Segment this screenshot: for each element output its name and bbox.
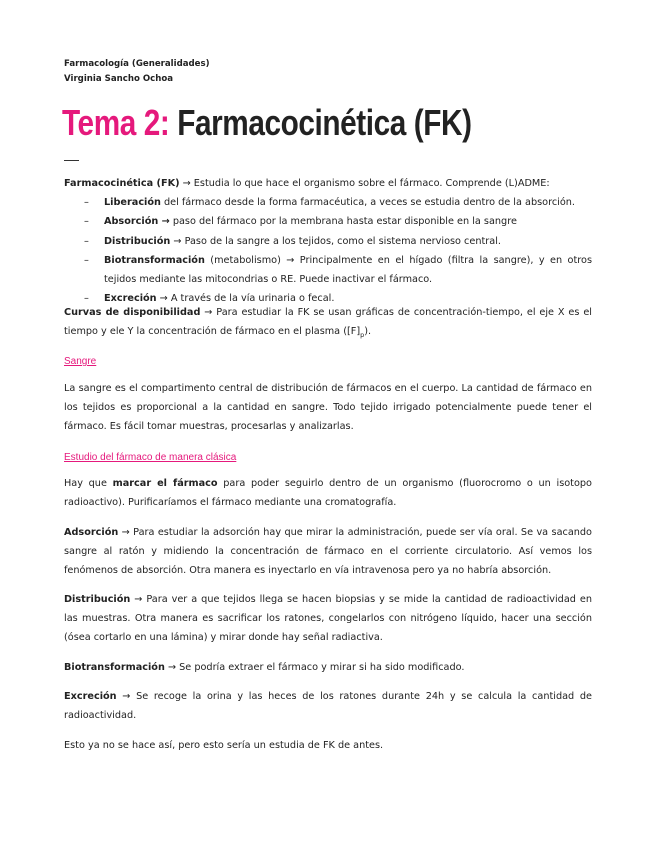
intro-text: → Estudia lo que hace el organismo sobre el fármaco. Comprende (L)ADME: — [179, 178, 550, 189]
adme-item-distribucion — [64, 232, 592, 251]
adme-term: Distribución — [104, 235, 171, 247]
adme-text: → A través de la vía urinaria o fecal. — [156, 293, 335, 305]
intro-section — [64, 174, 592, 308]
estudio-text: para poder seguirlo dentro de un organismo (fluorocromo o un isotopo radioactivo). Purificaríamos el fármaco mediante una cromatografía. — [64, 478, 592, 509]
adme-item-biotransformacion — [64, 251, 592, 289]
adme-term: Excreción — [104, 293, 157, 305]
estudio-term: marcar el fármaco — [112, 478, 218, 489]
adme-term: Biotransformación — [104, 254, 205, 266]
adme-term: Liberación — [104, 197, 161, 209]
closing-paragraph: Esto ya no se hace así, pero esto sería un estudia de FK de antes. — [64, 740, 384, 751]
excrecion-paragraph — [64, 687, 592, 725]
estudio-paragraph — [64, 474, 592, 512]
excrecion-text: → Se recoge la orina y las heces de los ratones durante 24h y se calcula la cantidad de radioactividad. — [64, 691, 592, 722]
intro-term: Farmacocinética (FK) — [64, 178, 180, 189]
page-title — [62, 102, 472, 144]
adsorcion-paragraph — [64, 523, 592, 581]
curvas-subscript: p — [360, 331, 365, 340]
biotrans-paragraph — [64, 658, 592, 677]
distribucion-paragraph — [64, 590, 592, 648]
adme-text: → Paso de la sangre a los tejidos, como el sistema nervioso central. — [170, 235, 501, 247]
adme-item-absorcion — [64, 212, 592, 231]
title-tema: Tema 2: — [62, 102, 170, 143]
author-label: Virginia Sancho Ochoa — [64, 74, 174, 84]
curvas-end: ). — [364, 326, 372, 338]
estudio-heading: Estudio del fármaco de manera clásica — [64, 452, 237, 463]
document-header — [64, 57, 210, 87]
curvas-term: Curvas de disponibilidad — [64, 307, 201, 318]
biotrans-term: Biotransformación — [64, 662, 165, 673]
adme-text: paso del fármaco por la membrana hasta estar disponible en la sangre — [169, 216, 517, 228]
adsorcion-term: Adsorción — [64, 527, 119, 538]
curvas-paragraph — [64, 303, 592, 345]
adsorcion-text: → Para estudiar la adsorción hay que mirar la administración, puede ser vía oral. Se va sacando sangre al ratón y midiendo la concentración de fármaco en el corriente circulatorio. Así vemos los fenómenos de absorción. Otra manera es inyectarlo en vía intravenosa pero ya no habría absorción. — [64, 527, 592, 577]
title-divider — [64, 160, 79, 161]
estudio-pre: Hay que — [64, 478, 113, 489]
distribucion-text: → Para ver a que tejidos llega se hacen biopsias y se mide la cantidad de radioactividad en las muestras. Otra manera es sacrificar los ratones, congelarlos con nitrógeno líquido, hacer una sección (ósea cortarlo en una lámina) y mirar donde hay señal radiactiva. — [64, 594, 592, 644]
adme-list — [64, 193, 592, 308]
biotrans-text: → Se podría extraer el fármaco y mirar si ha sido modificado. — [164, 662, 465, 673]
subject-label: Farmacología (Generalidades) — [64, 59, 210, 69]
title-main: Farmacocinética (FK) — [177, 102, 472, 143]
distribucion-term: Distribución — [64, 594, 131, 605]
intro-paragraph — [64, 174, 592, 193]
adme-item-liberacion — [64, 193, 592, 212]
excrecion-term: Excreción — [64, 691, 117, 702]
adme-text: del fármaco desde la forma farmacéutica, a veces se estudia dentro de la absorción. — [160, 197, 576, 209]
sangre-paragraph: La sangre es el compartimento central de distribución de fármacos en el cuerpo. La cantidad de fármaco en los tejidos es proporcional a la cantidad en sangre. Todo tejido irrigado potencialmente puede tener el fármaco. Es fácil tomar muestras, procesarlas y analizarlas. — [64, 383, 592, 433]
sangre-heading: Sangre — [64, 356, 97, 367]
adme-term: Absorción → — [104, 216, 170, 228]
adme-text: (metabolismo) → Principalmente en el hígado (filtra la sangre), y en otros tejidos mediante las mitocondrias o RE. Puede inactivar el fármaco. — [104, 254, 592, 286]
curvas-text: → Para estudiar la FK se usan gráficas de concentración-tiempo, el eje X es el tiempo y ele Y la concentración de fármaco en el plasma ([F] — [64, 307, 592, 338]
